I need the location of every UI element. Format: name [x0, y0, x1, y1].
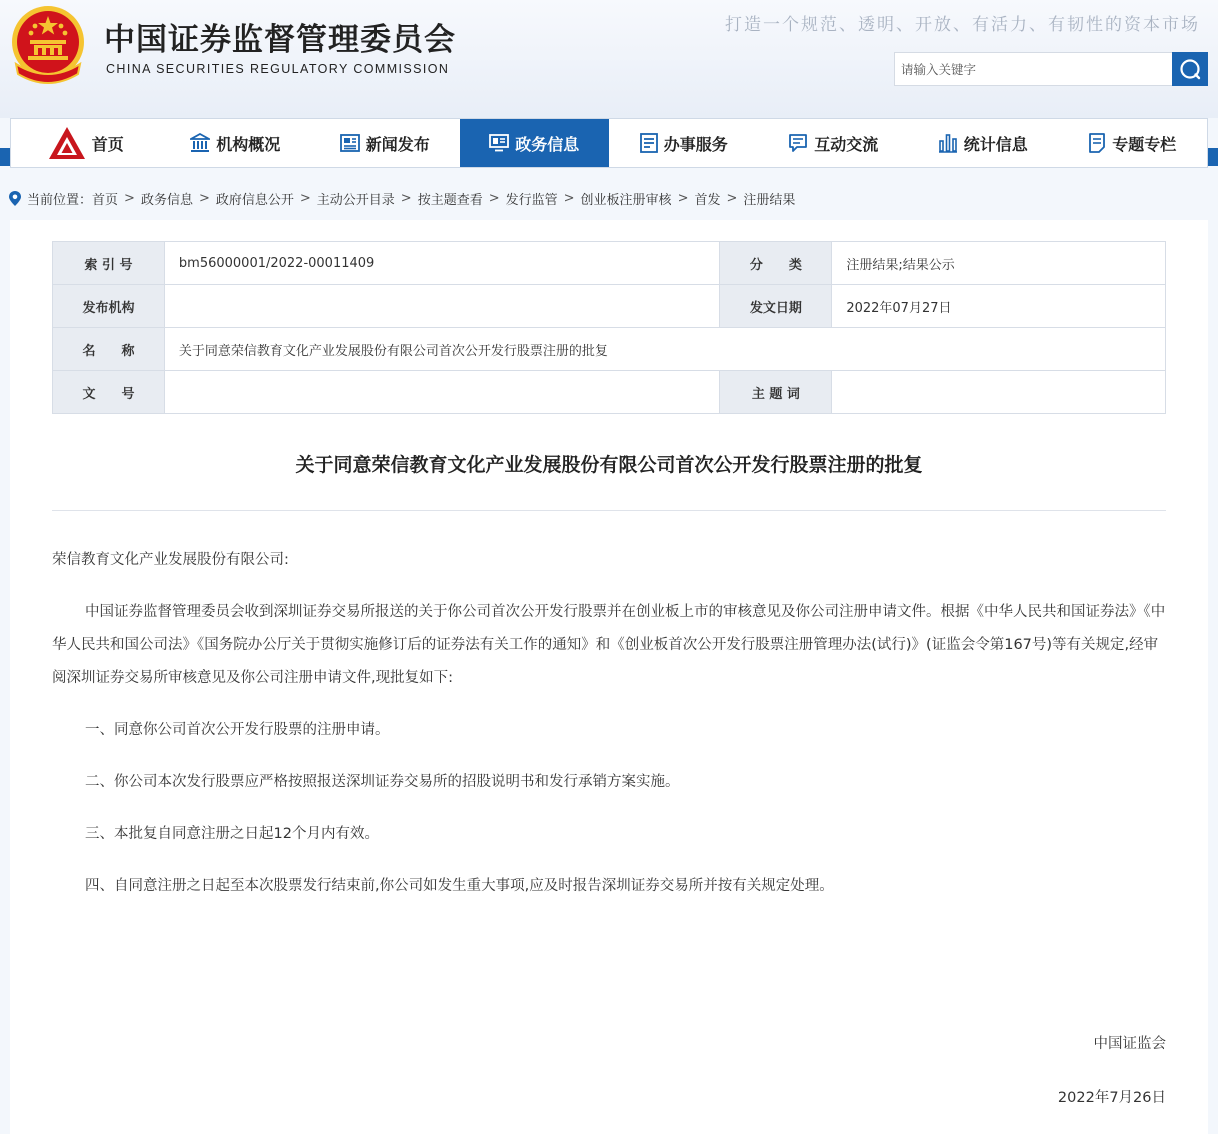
- monitor-icon: [489, 134, 509, 152]
- chat-icon: [788, 133, 808, 153]
- nav-label: 统计信息: [963, 134, 1028, 154]
- document-item: 三、本批复自同意注册之日起12个月内有效。: [85, 826, 379, 842]
- breadcrumb: [8, 188, 795, 208]
- document-signature: 中国证监会: [1093, 1036, 1166, 1052]
- nav-item-services[interactable]: [609, 119, 759, 167]
- search-icon: [1178, 57, 1202, 81]
- main-content: [10, 220, 1208, 1134]
- document-title: 关于同意荣信教育文化产业发展股份有限公司首次公开发行股票注册的批复: [295, 454, 923, 476]
- meta-label-date: 发文日期: [720, 285, 832, 328]
- document-item: 一、同意你公司首次公开发行股票的注册申请。: [85, 722, 390, 738]
- meta-label-publisher: 发布机构: [53, 285, 165, 328]
- meta-label-category: 分 类: [720, 242, 832, 285]
- document-sign-date: 2022年7月26日: [1057, 1090, 1166, 1106]
- nav-label: 首页: [91, 134, 124, 154]
- nav-item-home[interactable]: [11, 119, 161, 167]
- breadcrumb-separator: >: [488, 190, 500, 206]
- meta-value-docno: [164, 371, 720, 414]
- checklist-icon: [640, 133, 658, 153]
- meta-row: [53, 285, 1166, 328]
- nav-label: 政务信息: [515, 134, 580, 154]
- nav-item-about[interactable]: [161, 119, 311, 167]
- breadcrumb-separator: >: [726, 190, 738, 206]
- breadcrumb-separator: >: [299, 190, 311, 206]
- document-item: 二、你公司本次发行股票应严格按照报送深圳证券交易所的招股说明书和发行承销方案实施。: [85, 774, 680, 790]
- breadcrumb-item[interactable]: 政府信息公开: [215, 192, 294, 208]
- breadcrumb-separator: >: [563, 190, 575, 206]
- nav-item-news[interactable]: [310, 119, 460, 167]
- meta-value-keywords: [832, 371, 1166, 414]
- document-item: 四、自同意注册之日起至本次股票发行结束前,你公司如发生重大事项,应及时报告深圳证券交易所并按有关规定处理。: [85, 878, 834, 894]
- search-input[interactable]: [895, 53, 1173, 85]
- nav-label: 专题专栏: [1112, 134, 1177, 154]
- meta-row: [53, 371, 1166, 414]
- search-box: [894, 52, 1208, 86]
- document-icon: [1088, 133, 1106, 153]
- breadcrumb-item[interactable]: 注册结果: [743, 192, 796, 208]
- csrc-logo-icon: [48, 126, 86, 160]
- nav-item-gov-info[interactable]: [460, 119, 610, 167]
- breadcrumb-item[interactable]: 政务信息: [140, 192, 193, 208]
- national-emblem-icon: [8, 4, 88, 90]
- document-addressee: 荣信教育文化产业发展股份有限公司:: [52, 552, 289, 568]
- meta-value-date: 2022年07月27日: [832, 285, 1166, 328]
- nav-label: 互动交流: [814, 134, 879, 154]
- breadcrumb-separator: >: [198, 190, 210, 206]
- title-divider: [52, 510, 1166, 511]
- breadcrumb-item[interactable]: 首发: [694, 192, 721, 208]
- site-title: 中国证券监督管理委员会: [104, 22, 456, 58]
- meta-value-index: bm56000001/2022-00011409: [164, 242, 720, 285]
- breadcrumb-prefix: 当前位置：: [27, 192, 93, 208]
- breadcrumb-item[interactable]: 主动公开目录: [316, 192, 395, 208]
- location-pin-icon: [8, 190, 22, 207]
- meta-row: [53, 242, 1166, 285]
- nav-item-interaction[interactable]: [759, 119, 909, 167]
- search-button[interactable]: [1172, 52, 1208, 86]
- site-header: [0, 0, 1218, 118]
- meta-label-keywords: 主 题 词: [720, 371, 832, 414]
- meta-label-name: 名 称: [53, 328, 165, 371]
- site-slogan: 打造一个规范、透明、开放、有活力、有韧性的资本市场: [725, 15, 1200, 35]
- document-meta-table: [52, 241, 1166, 414]
- newspaper-icon: [340, 134, 360, 152]
- meta-label-docno: 文 号: [53, 371, 165, 414]
- nav-label: 新闻发布: [365, 134, 430, 154]
- meta-label-index: 索 引 号: [53, 242, 165, 285]
- breadcrumb-separator: >: [124, 190, 135, 206]
- building-icon: [190, 133, 210, 153]
- meta-value-category: 注册结果;结果公示: [832, 242, 1166, 285]
- bar-chart-icon: [938, 133, 958, 153]
- breadcrumb-item[interactable]: 创业板注册审核: [580, 192, 672, 208]
- breadcrumb-separator: >: [400, 190, 412, 206]
- nav-item-special[interactable]: [1058, 119, 1208, 167]
- meta-row: [53, 328, 1166, 371]
- breadcrumb-item[interactable]: 发行监管: [505, 192, 558, 208]
- nav-label: 机构概况: [216, 134, 281, 154]
- nav-label: 办事服务: [663, 134, 728, 154]
- main-nav: [10, 118, 1208, 168]
- nav-item-statistics[interactable]: [908, 119, 1058, 167]
- site-title-en: CHINA SECURITIES REGULATORY COMMISSION: [106, 62, 450, 76]
- meta-value-name: 关于同意荣信教育文化产业发展股份有限公司首次公开发行股票注册的批复: [164, 328, 1165, 371]
- document-body: [52, 544, 1166, 922]
- document-intro: 中国证券监督管理委员会收到深圳证券交易所报送的关于你公司首次公开发行股票并在创业板上市的审核意见及你公司注册申请文件。根据《中华人民共和国证券法》《中华人民共和国公司法》《国务院办公厅关于贯彻实施修订后的证券法有关工作的通知》和《创业板首次公开发行股票注册管理办法(试行)》(证监会令第167号)等有关规定,经审阅深圳证券交易所审核意见及你公司注册申请文件,现批复如下:: [52, 604, 1166, 686]
- breadcrumb-separator: >: [677, 190, 689, 206]
- breadcrumb-item[interactable]: 首页: [92, 192, 119, 208]
- breadcrumb-item[interactable]: 按主题查看: [417, 192, 483, 208]
- meta-value-publisher: [164, 285, 720, 328]
